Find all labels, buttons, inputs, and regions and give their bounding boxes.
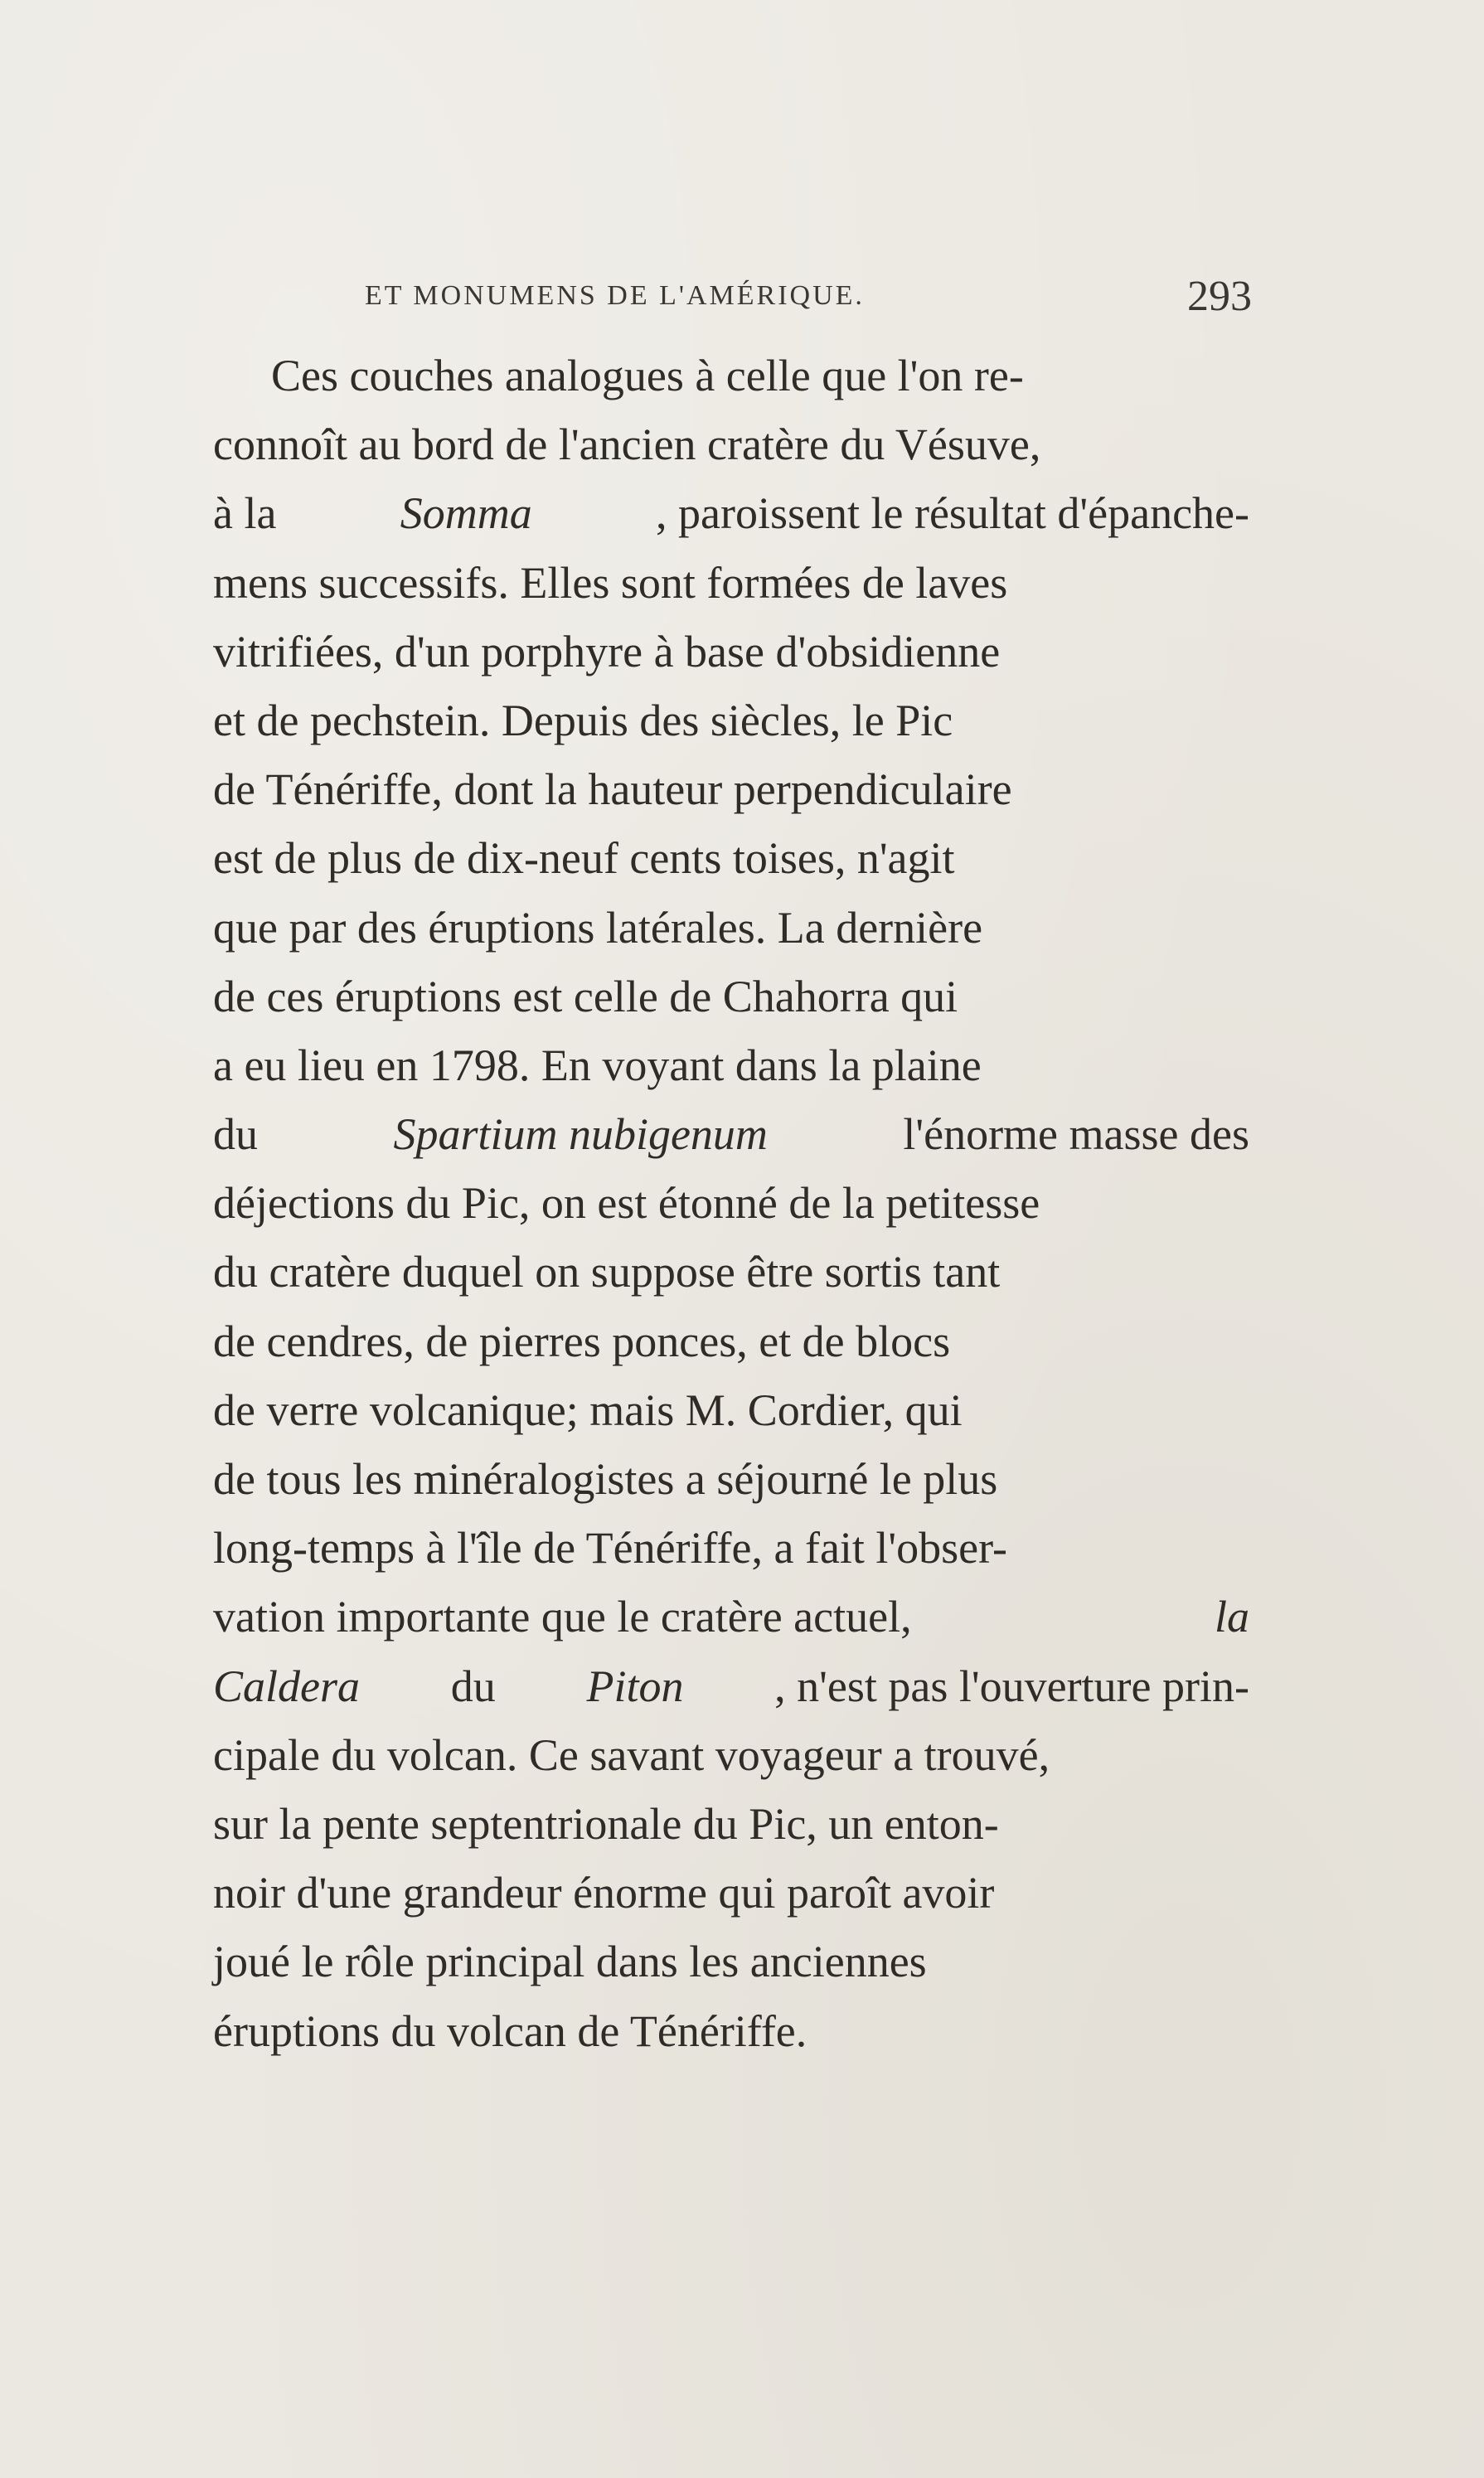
text-line [213, 894, 1249, 963]
text-segment: , paroissent le résultat d'épanche- [656, 488, 1249, 539]
text-line [213, 618, 1249, 686]
text-line [213, 1652, 1249, 1721]
text-segment: cipale du volcan. Ce savant voyageur a trouvé, [213, 1729, 1050, 1780]
text-segment: que par des éruptions latérales. La dernière [213, 902, 983, 953]
text-segment: du cratère duquel on suppose être sortis tant [213, 1247, 1001, 1297]
text-line [213, 1445, 1249, 1514]
text-line [213, 755, 1249, 824]
text-segment: à la [213, 488, 277, 539]
text-line [213, 479, 1249, 548]
text-line [213, 1307, 1249, 1376]
text-line [213, 1238, 1249, 1307]
text-segment: l'énorme masse des [903, 1109, 1249, 1160]
running-head [365, 275, 1252, 325]
text-line [213, 1169, 1249, 1238]
text-segment: du [450, 1661, 496, 1711]
body-text [213, 342, 1249, 2066]
text-segment: de Ténériffe, dont la hauteur perpendiculaire [213, 764, 1012, 815]
text-segment: sur la pente septentrionale du Pic, un enton- [213, 1798, 999, 1849]
text-segment: long-temps à l'île de Ténériffe, a fait l'obser- [213, 1523, 1008, 1574]
text-segment: joué le rôle principal dans les anciennes [213, 1937, 927, 1987]
text-segment: vation importante que le cratère actuel, [213, 1592, 912, 1642]
text-line [213, 410, 1249, 479]
italic-text: la [1214, 1592, 1249, 1642]
text-line [213, 1031, 1249, 1100]
text-line [213, 1721, 1249, 1790]
text-line [213, 1376, 1249, 1445]
text-segment: et de pechstein. Depuis des siècles, le Pic [213, 695, 953, 745]
text-segment: connoît au bord de l'ancien cratère du Vésuve, [213, 419, 1041, 470]
italic-text: Somma [400, 488, 532, 539]
running-title: ET MONUMENS DE L'AMÉRIQUE. [365, 280, 865, 311]
italic-text: Spartium nubigenum [393, 1109, 768, 1160]
text-line [213, 1100, 1249, 1169]
text-line [213, 1997, 1249, 2066]
text-segment: du [213, 1109, 258, 1160]
text-segment: est de plus de dix-neuf cents toises, n'agit [213, 833, 955, 884]
text-line [213, 1928, 1249, 1996]
text-segment: Ces couches analogues à celle que l'on re- [271, 351, 1024, 400]
text-line [213, 549, 1249, 618]
page-number: 293 [1187, 273, 1252, 320]
text-line [213, 1514, 1249, 1583]
italic-text: Caldera [213, 1661, 361, 1711]
text-segment: de tous les minéralogistes a séjourné le plus [213, 1454, 998, 1504]
text-line [213, 1859, 1249, 1928]
text-segment: vitrifiées, d'un porphyre à base d'obsidienne [213, 626, 1001, 676]
text-segment: de cendres, de pierres ponces, et de blocs [213, 1316, 951, 1366]
text-segment: mens successifs. Elles sont formées de laves [213, 557, 1008, 608]
text-line [213, 963, 1249, 1031]
text-segment: déjections du Pic, on est étonné de la petitesse [213, 1178, 1040, 1229]
text-segment: de ces éruptions est celle de Chahorra qui [213, 971, 958, 1021]
text-line [213, 686, 1249, 755]
text-line [213, 342, 1249, 410]
text-line [213, 824, 1249, 893]
text-segment: noir d'une grandeur énorme qui paroît avoir [213, 1868, 995, 1918]
text-segment: éruptions du volcan de Ténériffe. [213, 2005, 807, 2056]
italic-text: Piton [586, 1661, 684, 1711]
text-line [213, 1790, 1249, 1859]
text-segment: , n'est pas l'ouverture prin- [774, 1661, 1249, 1711]
text-segment: de verre volcanique; mais M. Cordier, qui [213, 1384, 963, 1435]
text-line [213, 1583, 1249, 1651]
text-segment: a eu lieu en 1798. En voyant dans la plaine [213, 1040, 982, 1090]
